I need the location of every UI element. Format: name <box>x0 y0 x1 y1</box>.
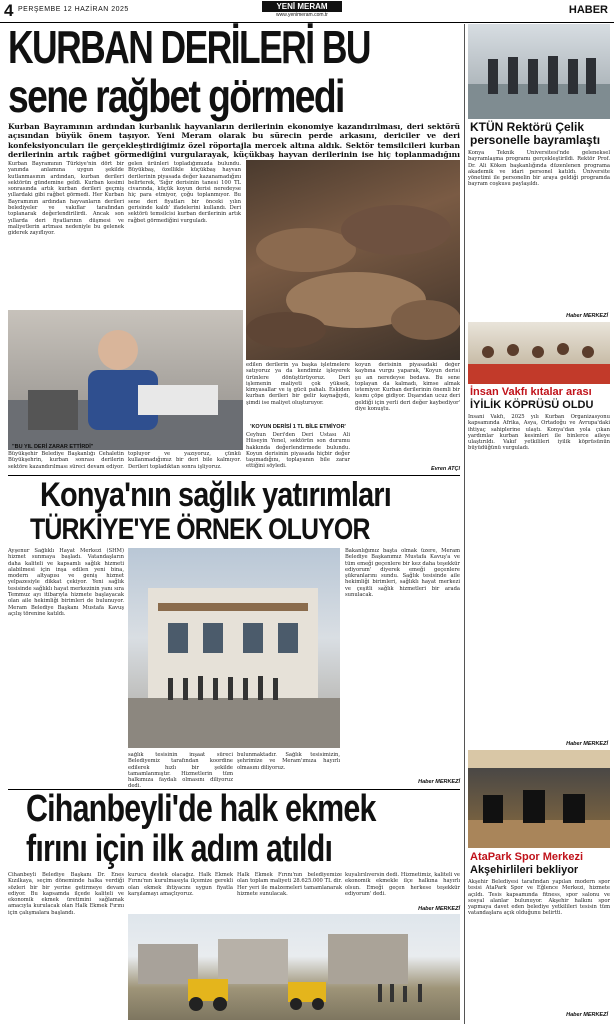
sidebar-2-title-red: İnsan Vakfı kıtalar arası <box>470 386 592 398</box>
story1-headline-2: sene rağbet görmedi <box>8 70 344 122</box>
story3-column-3: Halk Ekmek Fırını'nın belediyemize olan toplam maliyeti 28.625.000 TL dir. Her yeri ile malzemeleri tamamlanarak hizmete sunulacak. <box>237 872 342 897</box>
ktun-image <box>468 24 610 119</box>
sidebar-3-title-red: AtaPark Spor Merkezi <box>470 851 584 863</box>
page-number: 4 <box>4 1 14 20</box>
sidebar-3-text: Akşehir Belediyesi tarafından yapılan modern spor tesisi AtaPark Spor ve Eğlence Merkezi, hizmete açıldı. Tesis kapsamında fitness, spor salonu ve sosyal alanlar bulunuyor. Akşehir halkını spor yapmaya davet eden belediye yetkilileri tesisin tüm vatandaşlara açık olduğunu belirtti. <box>468 879 610 917</box>
story1-column-3: edilen derilerin ya başka işletmelere satıyoruz ya da kendimiz işleyerek ürünlere dönüştürüyoruz. Deri işlemenin maliyeti çok yüksek, kimyasallar ve iş gücü pahalı. Eskiden kurban derileri bir gelir kaynağıydı, şimdi ise maliyet oluşturuyor. <box>246 362 350 406</box>
story3-headline-1: Cihanbeyli'de halk ekmek <box>26 788 376 830</box>
sidebar-1-text: Konya Teknik Üniversitesi'nde geleneksel bayramlaşma programı gerçekleştirildi. Rektör Prof. Dr. Ali Köken başkanlığında düzenlenen programa akademik ve idari personel katıldı. Üniversite yönetimi ile personelin bir araya geldiği programda bayram coşkusu paylaşıldı. <box>468 150 610 188</box>
health-center-photo <box>128 548 340 748</box>
story3-signature: Haber MERKEZİ <box>418 906 460 912</box>
story1-column-2b: topluyor ve yazıyoruz, çünkü kullanmadığımız bir deri bile kalmıyor. Derileri topladıktan sonra işliyoruz. <box>128 451 241 470</box>
insani-vakif-photo <box>468 322 610 384</box>
story1-lead: Kurban Bayramının ardından kurbanlık hayvanların derilerinin ekonomiye kazandırılması, deri sektörü açısından büyük önem taşıyor. Yeni Meram olarak bu sürecin perde arkasını, dericiler ve deri konfeksiyoncuları ile gerçekleştirdiğimiz özel röportajla mercek altına aldık. Sektör temsilcileri kurban derilerinin artık rağbet görmediğini vurgularayak, küçükbaş hayvan derilerinin ise hiç toplanmadığını <box>8 122 460 160</box>
story3-headline-2: fırını için ilk adım atıldı <box>26 828 333 870</box>
story3-column-1: Cihanbeyli Belediye Başkanı Dr. Enes Kızılkaya, seçim döneminde halka verdiği sözleri bir bir yerine getirmeye devam ediyor. Bu kapsamda ilçede kaliteli ve ekonomik ekmek üretimini sağlamak amacıyla kurulacak olan Halk Ekmek Fırını için çalışmalara başlandı. <box>8 872 124 916</box>
atapark-image <box>468 750 610 848</box>
health-center-image <box>128 548 340 748</box>
issue-date: PERŞEMBE 12 HAZİRAN 2025 <box>18 6 129 13</box>
hides-image <box>246 160 460 360</box>
construction-site-photo <box>128 914 460 1020</box>
story1-subhead: 'KOYUN DERİSİ 1 TL BİLE ETMİYOR' <box>250 424 346 430</box>
story2-column-1: Ayşenur Sağlıklı Hayat Merkezi (SHM) hizmet sunmaya başladı. Vatandaşların daha kaliteli ve kapsamlı sağlık hizmeti alabilmesi için inşa edilen yeni bina, modern altyapısı ve geniş hizmet yelpazesiyle dikkat çekiyor. Yeni sağlık tesisinde sağlıklı hayat merkezinin yanı sıra Temmuz ayı itibarıyla hizmete başlayacak olan aile hekimliği birimleri de bulunuyor. Meram Belediye Başkanı Mustafa Kavuş açılış törenine katıldı. <box>8 548 124 617</box>
story2-column-2: sağlık tesisinin inşaat süreci Belediyemiz tarafından koordine edilerek hızlı bir şekilde tamamlanmıştır. Hizmetlerin tüm halkımıza faydalı olmasını diliyoruz dedi. <box>128 752 233 788</box>
story1-photo-caption: "BU YIL DERİ ZARAR ETTİRDİ" <box>12 444 94 450</box>
sidebar-2-text: İnsani Vakfı, 2025 yılı Kurban Organizasyonu kapsamında Afrika, Asya, Ortadoğu ve Avrupa'daki ihtiyaç sahiplerine ulaştı. Konya'dan yola çıkan yardımlar kurban kesimleri ile binlerce aileye ulaştırıldı. Vakıf yetkilileri iyilik köprüsünün büyüdüğünü vurguladı. <box>468 414 610 452</box>
sewing-worker-photo <box>8 310 243 450</box>
ktun-photo <box>468 24 610 119</box>
story1-column-2: gelen ürünleri topladığımızda bulundu. Büyükbaş, özellikle küçükbaş hayvan derilerinin piyasada değer kazanamadığını belirterek, 'Sığır derisinin tanesi 100 TL civarında, küçük koyun derisi neredeyse hiç para etmiyor, çoğu toplanmıyor. Bu sene deri fiyatları bir önceki yılın gerisinde kaldı' ifadelerini kullandı. Deri sektörü temsilcisi kurban derilerinin artık rağbet görmediğini vurguladı. <box>128 161 241 224</box>
story3-column-4: kuyalırılıversin dedi. Hizmetimiz, kaliteli ve ekonomik ekmekle ilçe halkına hayırlı olsun. Emeği geçen herkese teşekkür ediyorum' dedi. <box>345 872 460 897</box>
atapark-photo <box>468 750 610 848</box>
column-separator <box>464 24 465 1024</box>
sidebar-1-signature: Haber MERKEZİ <box>566 313 608 319</box>
story3-column-2: kurucu destek olacağız. Halk Ekmek Fırını'nın kurulmasıyla ilçemize gerekli olan ekmek ihtiyacını uygun fiyatla karşılamayı amaçlıyoruz. <box>128 872 233 897</box>
story1-column-4: koyun derisinin piyasadaki değer kaybına vurgu yaparak, 'Koyun derisi şu an neredeyse bedava. Bu sene toplayan da kalmadı, kimse almak istemiyor. Kurban derilerinin önemli bir kısmı çöpe gidiyor. Dışarıdan ucuz deri geldiği için yerli deri değer kaybediyor' diye konuştu. <box>355 362 460 413</box>
story2-headline-1: Konya'nın sağlık yatırımları <box>40 476 391 514</box>
sidebar-2-signature: Haber MERKEZİ <box>566 741 608 747</box>
sidebar-1-title: KTÜN Rektörü Çelik personelle bayramlaştı <box>470 120 601 147</box>
story2-column-3: bulunmaktadır. Sağlık tesisimizin, şehrimize ve Meram'ımıza hayırlı olmasını diliyoruz. <box>237 752 340 771</box>
sewing-worker-image <box>8 310 243 450</box>
story1-column-3b: Ceyhun Deri'den Deri Ustası Ali Hüseyin Yenel, sektörün son durumu hakkında değerlendirmede bulundu. Koyun derisinin piyasada hiçbir değer taşımadığını, toplayanın bile zarar ettiğini söyledi. <box>246 432 350 470</box>
sidebar-3-title: Akşehirlileri bekliyor <box>470 864 579 876</box>
sidebar-2-title: İYİLİK KÖPRÜSÜ OLDU <box>470 399 594 411</box>
story1-signature: Evren ATÇI <box>430 466 460 472</box>
story2-headline-2: TÜRKİYE'YE ÖRNEK OLUYOR <box>30 513 370 546</box>
newspaper-url: www.yenimeram.com.tr <box>276 12 328 18</box>
story2-signature: Haber MERKEZİ <box>418 779 460 785</box>
story2-column-4: Bakanlığımız başta olmak üzere, Meram Belediye Başkanımız Mustafa Kavuş'a ve tüm emeği geçenlere bir kez daha teşekkür ediyorum' diyerek emeği geçenlere şükranlarını sundu. Sağlık tesisinde aile hekimliği birimleri, sağlıklı hayat merkezi ve çeşitli sağlık hizmetleri bir arada sunulacak. <box>345 548 460 599</box>
story1-headline-1: KURBAN DERİLERİ BU <box>8 21 370 73</box>
newspaper-logo: YENİ MERAM <box>262 1 342 12</box>
hides-photo <box>246 160 460 360</box>
sidebar-3-signature: Haber MERKEZİ <box>566 1012 608 1018</box>
construction-site-image <box>128 914 460 1020</box>
insani-vakif-image <box>468 322 610 384</box>
story1-column-1: Kurban Bayramının Türkiye'nin dört bir yanında anlamına uygun şekilde kutlanmasının ardından, kurban derileri sektörün gündemine geldi. Kurban kesimi sonrasında artık kurban derileri geçmiş yıllardaki gibi rağbet görmedi. Her Kurban Bayramının ardından hayvanların derileri belediyeler ve vakıflar tarafından toplanarak değerlendirilirdi. Ancak son yıllarda deri fiyatlarının düşmesi ve maliyetlerin artması nedeniyle bu gelenek giderek zayıflıyor. <box>8 161 124 237</box>
section-label: HABER <box>568 4 608 16</box>
story1-column-1b: Büyükşehir Belediye Başkanlığı Cehaletin Büyükşehrin, kurban sonrası derilerin sektöre kazandırılması süreci devam ediyor. <box>8 451 124 470</box>
